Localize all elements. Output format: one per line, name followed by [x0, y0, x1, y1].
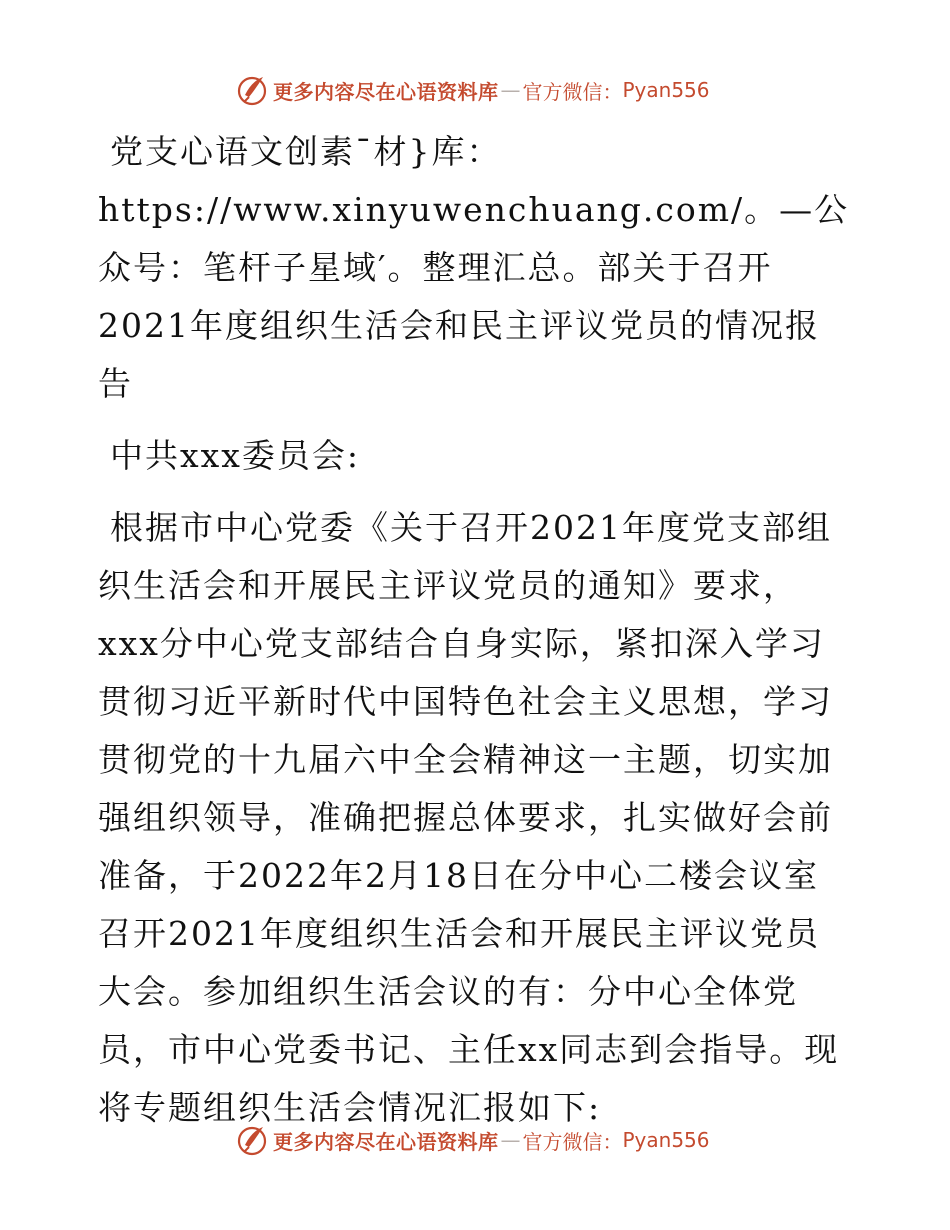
document-title: 党支心语文创素¯材}库：https://www.xinyuwenchuang.com/。—公众号：笔杆子星域′。整理汇总。部关于召开2021年度组织生活会和民主评议党员的情况报告 [98, 132, 850, 403]
watermark-footer [235, 1120, 710, 1160]
quill-logo-icon [235, 73, 269, 107]
watermark-account-id: Pyan556 [622, 1128, 710, 1152]
watermark-main-text: 更多内容尽在心语资料库 [273, 1129, 499, 1154]
watermark-separator: — [500, 78, 521, 102]
watermark-account-label: 官方微信： [522, 1129, 623, 1154]
watermark-header [235, 70, 710, 110]
watermark-account-label: 官方微信： [522, 79, 623, 104]
quill-logo-icon [235, 1123, 269, 1157]
document-content [98, 123, 850, 1137]
watermark-main-text: 更多内容尽在心语资料库 [273, 79, 499, 104]
watermark-account-id: Pyan556 [622, 78, 710, 102]
document-body: 根据市中心党委《关于召开2021年度党支部组织生活会和开展民主评议党员的通知》要求，xxx分中心党支部结合自身实际，紧扣深入学习贯彻习近平新时代中国特色社会主义思想，学习贯彻党的十九届六中全会精神这一主题，切实加强组织领导，准确把握总体要求，扎实做好会前准备，于2022年2月18日在分中心二楼会议室召开2021年度组织生活会和开展民主评议党员大会。参加组织生活会议的有：分中心全体党员，市中心党委书记、主任xx同志到会指导。现将专题组织生活会情况汇报如下: [98, 508, 840, 1127]
watermark-separator: — [500, 1128, 521, 1152]
document-salutation: 中共xxx委员会: [110, 436, 360, 475]
